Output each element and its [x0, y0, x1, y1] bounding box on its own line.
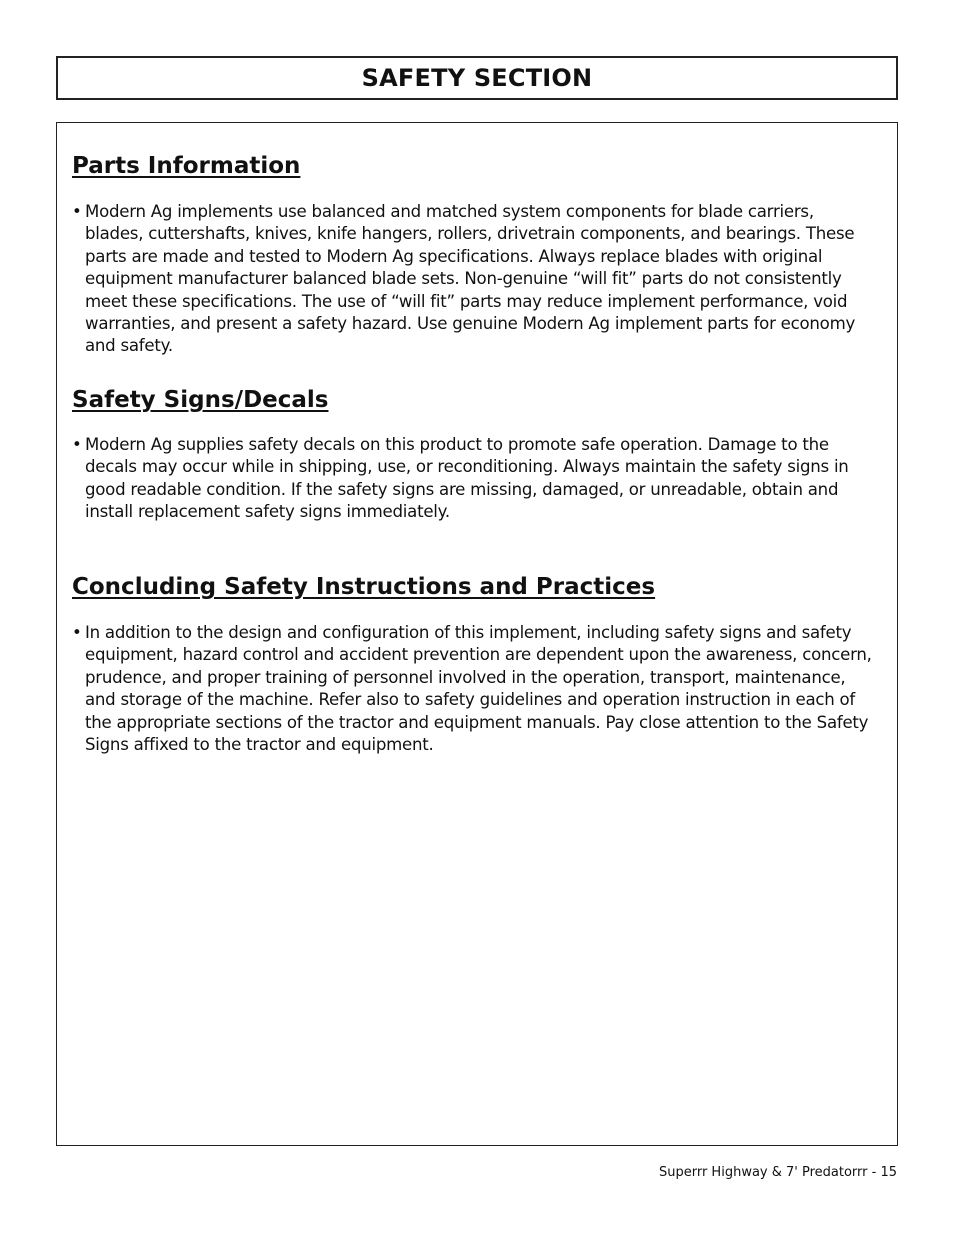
page-title-box: [56, 56, 898, 100]
paragraph-line: equipment manufacturer balanced blade sets. Non-genuine “will fit” parts do not consistently: [85, 269, 842, 289]
section-heading: Parts Information: [72, 153, 301, 179]
section-heading: Safety Signs/Decals: [72, 387, 329, 413]
paragraph-line: good readable condition. If the safety signs are missing, damaged, or unreadable, obtain and: [85, 479, 839, 499]
section-safety-signs-decals: [72, 385, 888, 524]
bullet-paragraph: [72, 622, 888, 756]
page-title: SAFETY SECTION: [361, 64, 593, 92]
paragraph-line: the appropriate sections of the tractor and equipment manuals. Pay close attention to the Safety: [85, 712, 869, 732]
paragraph-line: blades, cuttershafts, knives, knife hangers, rollers, drivetrain components, and bearings. These: [85, 224, 855, 244]
paragraph-line: warranties, and present a safety hazard. Use genuine Modern Ag implement parts for economy: [85, 314, 856, 334]
section-parts-information: [72, 151, 888, 358]
paragraph-line: In addition to the design and configuration of this implement, including safety signs and safety: [85, 623, 852, 642]
page-footer: Superrr Highway & 7' Predatorrr - 15: [658, 1165, 897, 1180]
bullet-marker: •: [72, 435, 82, 454]
content-box: [56, 122, 898, 1146]
bullet-marker: •: [72, 202, 82, 221]
paragraph-line: parts are made and tested to Modern Ag specifications. Always replace blades with original: [85, 246, 823, 266]
paragraph-line: install replacement safety signs immediately.: [85, 502, 450, 522]
paragraph-line: Modern Ag implements use balanced and matched system components for blade carriers,: [85, 202, 814, 221]
section-concluding-safety: [72, 572, 888, 756]
bullet-paragraph: [72, 201, 888, 358]
paragraph-line: and storage of the machine. Refer also to safety guidelines and operation instruction in each of: [85, 690, 856, 710]
paragraph-line: decals may occur while in shipping, use, or reconditioning. Always maintain the safety signs in: [85, 457, 849, 477]
paragraph-line: Modern Ag supplies safety decals on this product to promote safe operation. Damage to the: [85, 435, 829, 454]
paragraph-line: and safety.: [85, 336, 173, 356]
bullet-paragraph: [72, 434, 888, 524]
paragraph-line: prudence, and proper training of personnel involved in the operation, transport, maintenance,: [85, 667, 846, 687]
section-heading: Concluding Safety Instructions and Practices: [72, 574, 656, 600]
paragraph-line: equipment, hazard control and accident prevention are dependent upon the awareness, concern,: [85, 645, 872, 665]
bullet-marker: •: [72, 623, 82, 642]
paragraph-line: meet these specifications. The use of “will fit” parts may reduce implement performance, void: [85, 291, 848, 311]
paragraph-line: Signs affixed to the tractor and equipment.: [85, 735, 434, 755]
